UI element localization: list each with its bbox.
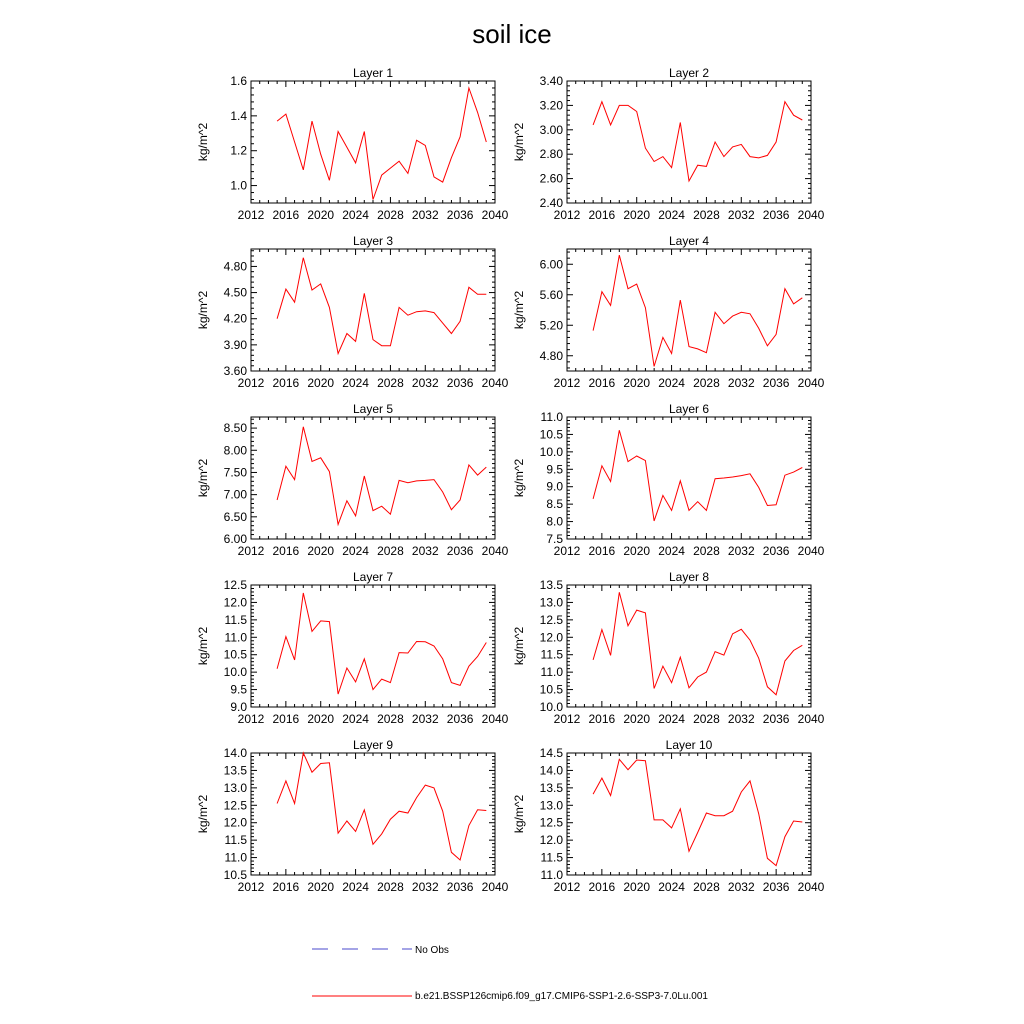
figure-title: soil ice bbox=[472, 19, 552, 49]
y-tick-label: 8.50 bbox=[223, 421, 247, 436]
x-tick-label: 2036 bbox=[762, 376, 790, 390]
x-tick-label: 2016 bbox=[588, 544, 616, 558]
x-tick-label: 2028 bbox=[693, 544, 720, 558]
x-tick-label: 2020 bbox=[623, 208, 651, 222]
panel-layer-7 bbox=[196, 570, 509, 726]
y-tick-label: 13.0 bbox=[223, 780, 247, 795]
x-tick-label: 2012 bbox=[237, 544, 265, 558]
series-line bbox=[277, 593, 486, 694]
y-axis-label: kg/m^2 bbox=[196, 122, 210, 162]
y-tick-label: 9.0 bbox=[546, 479, 563, 494]
x-tick-label: 2020 bbox=[307, 208, 335, 222]
y-tick-label: 10.5 bbox=[223, 868, 247, 882]
y-axis-label: kg/m^2 bbox=[512, 794, 526, 834]
x-tick-label: 2032 bbox=[727, 208, 755, 222]
x-tick-label: 2036 bbox=[446, 208, 474, 222]
x-tick-label: 2032 bbox=[411, 544, 439, 558]
y-tick-label: 6.00 bbox=[223, 532, 247, 546]
series-line bbox=[277, 427, 486, 525]
y-tick-label: 11.0 bbox=[540, 665, 563, 680]
y-tick-label: 4.80 bbox=[223, 259, 247, 274]
x-tick-label: 2028 bbox=[377, 880, 404, 894]
y-tick-label: 2.60 bbox=[539, 171, 563, 186]
plot-frame bbox=[251, 417, 495, 539]
y-tick-label: 2.40 bbox=[539, 196, 563, 210]
x-tick-label: 2024 bbox=[342, 208, 369, 222]
y-axis-label: kg/m^2 bbox=[512, 626, 526, 666]
x-tick-label: 2040 bbox=[797, 544, 825, 558]
x-tick-label: 2032 bbox=[727, 544, 755, 558]
y-tick-label: 13.5 bbox=[539, 578, 563, 592]
series-line bbox=[277, 753, 486, 860]
x-tick-label: 2016 bbox=[588, 880, 616, 894]
x-tick-label: 2016 bbox=[272, 208, 300, 222]
x-tick-label: 2016 bbox=[588, 376, 616, 390]
y-tick-label: 13.5 bbox=[223, 763, 247, 778]
y-tick-label: 4.20 bbox=[223, 311, 247, 326]
y-tick-label: 3.90 bbox=[223, 337, 247, 352]
plot-frame bbox=[567, 417, 811, 539]
y-tick-label: 5.20 bbox=[539, 318, 563, 333]
x-tick-label: 2040 bbox=[481, 208, 509, 222]
panel-layer-10 bbox=[512, 738, 825, 894]
y-tick-label: 6.50 bbox=[223, 509, 247, 524]
y-axis-label: kg/m^2 bbox=[196, 458, 210, 498]
panel-title: Layer 6 bbox=[668, 402, 710, 416]
x-tick-label: 2036 bbox=[762, 712, 790, 726]
x-tick-label: 2028 bbox=[693, 376, 720, 390]
x-tick-label: 2024 bbox=[658, 376, 685, 390]
x-tick-label: 2024 bbox=[342, 376, 369, 390]
x-tick-label: 2040 bbox=[797, 208, 825, 222]
series-line bbox=[593, 592, 802, 695]
x-tick-label: 2024 bbox=[658, 544, 685, 558]
x-tick-label: 2012 bbox=[553, 712, 581, 726]
y-tick-label: 12.0 bbox=[223, 595, 247, 610]
panel-title: Layer 10 bbox=[665, 738, 713, 752]
y-tick-label: 12.5 bbox=[223, 578, 247, 592]
panel-title: Layer 3 bbox=[352, 234, 394, 248]
legend-obs-label: No Obs bbox=[415, 945, 449, 956]
x-tick-label: 2036 bbox=[446, 544, 474, 558]
y-tick-label: 9.5 bbox=[230, 682, 247, 697]
x-tick-label: 2024 bbox=[658, 208, 685, 222]
plot-frame bbox=[251, 249, 495, 371]
x-tick-label: 2012 bbox=[553, 880, 581, 894]
x-tick-label: 2024 bbox=[342, 880, 369, 894]
y-axis-label: kg/m^2 bbox=[512, 458, 526, 498]
y-tick-label: 14.0 bbox=[539, 763, 563, 778]
legend bbox=[312, 945, 708, 1002]
y-tick-label: 3.20 bbox=[539, 98, 563, 113]
y-tick-label: 4.50 bbox=[223, 285, 247, 300]
x-tick-label: 2036 bbox=[446, 376, 474, 390]
x-tick-label: 2032 bbox=[727, 880, 755, 894]
x-tick-label: 2020 bbox=[623, 376, 651, 390]
panel-title: Layer 2 bbox=[668, 66, 710, 80]
panel-layer-4 bbox=[512, 234, 825, 390]
y-tick-label: 11.5 bbox=[540, 850, 563, 865]
y-tick-label: 1.6 bbox=[230, 74, 247, 88]
y-tick-label: 1.4 bbox=[230, 108, 247, 123]
y-tick-label: 8.00 bbox=[223, 443, 247, 458]
x-tick-label: 2020 bbox=[623, 880, 651, 894]
y-axis-label: kg/m^2 bbox=[512, 290, 526, 330]
y-tick-label: 10.0 bbox=[223, 665, 247, 680]
y-axis-label: kg/m^2 bbox=[196, 794, 210, 834]
y-axis-label: kg/m^2 bbox=[196, 626, 210, 666]
y-tick-label: 12.0 bbox=[539, 630, 563, 645]
y-tick-label: 14.5 bbox=[539, 746, 563, 760]
x-tick-label: 2028 bbox=[693, 712, 720, 726]
x-tick-label: 2036 bbox=[762, 880, 790, 894]
panel-layer-8 bbox=[512, 570, 825, 726]
x-tick-label: 2012 bbox=[237, 376, 265, 390]
y-tick-label: 12.5 bbox=[539, 815, 563, 830]
x-tick-label: 2028 bbox=[693, 208, 720, 222]
x-tick-label: 2012 bbox=[553, 208, 581, 222]
plot-frame bbox=[567, 81, 811, 203]
x-tick-label: 2032 bbox=[727, 712, 755, 726]
y-tick-label: 10.0 bbox=[539, 700, 563, 714]
y-tick-label: 12.5 bbox=[539, 612, 563, 627]
y-tick-label: 4.80 bbox=[539, 348, 563, 363]
panel-grid bbox=[196, 66, 825, 894]
y-tick-label: 5.60 bbox=[539, 287, 563, 302]
panel-title: Layer 5 bbox=[352, 402, 394, 416]
y-tick-label: 8.0 bbox=[546, 514, 563, 529]
x-tick-label: 2024 bbox=[658, 880, 685, 894]
panel-title: Layer 9 bbox=[352, 738, 394, 752]
x-tick-label: 2032 bbox=[411, 880, 439, 894]
x-tick-label: 2024 bbox=[658, 712, 685, 726]
y-tick-label: 14.0 bbox=[223, 746, 247, 760]
y-axis-label: kg/m^2 bbox=[196, 290, 210, 330]
x-tick-label: 2032 bbox=[727, 376, 755, 390]
y-tick-label: 12.0 bbox=[223, 815, 247, 830]
x-tick-label: 2016 bbox=[272, 880, 300, 894]
x-tick-label: 2040 bbox=[481, 376, 509, 390]
x-tick-label: 2012 bbox=[237, 208, 265, 222]
plot-frame bbox=[251, 753, 495, 875]
y-tick-label: 7.00 bbox=[223, 487, 247, 502]
x-tick-label: 2036 bbox=[762, 208, 790, 222]
x-tick-label: 2020 bbox=[623, 712, 651, 726]
y-tick-label: 2.80 bbox=[539, 147, 563, 162]
y-tick-label: 12.5 bbox=[223, 798, 247, 813]
y-tick-label: 10.0 bbox=[539, 444, 563, 459]
y-tick-label: 7.5 bbox=[546, 532, 563, 546]
y-tick-label: 7.50 bbox=[223, 465, 247, 480]
x-tick-label: 2028 bbox=[377, 376, 404, 390]
y-tick-label: 11.0 bbox=[540, 410, 563, 424]
x-tick-label: 2020 bbox=[307, 712, 335, 726]
panel-layer-5 bbox=[196, 402, 509, 558]
x-tick-label: 2032 bbox=[411, 712, 439, 726]
y-tick-label: 13.0 bbox=[539, 595, 563, 610]
plot-frame bbox=[567, 585, 811, 707]
x-tick-label: 2028 bbox=[377, 208, 404, 222]
y-tick-label: 13.5 bbox=[539, 780, 563, 795]
x-tick-label: 2024 bbox=[342, 712, 369, 726]
legend-model-label: b.e21.BSSP126cmip6.f09_g17.CMIP6-SSP1-2.6-SSP3-7.0Lu.001 bbox=[415, 991, 708, 1002]
y-tick-label: 11.5 bbox=[224, 833, 247, 848]
x-tick-label: 2036 bbox=[762, 544, 790, 558]
y-tick-label: 13.0 bbox=[539, 798, 563, 813]
y-tick-label: 11.0 bbox=[224, 630, 247, 645]
x-tick-label: 2012 bbox=[553, 376, 581, 390]
x-tick-label: 2020 bbox=[307, 544, 335, 558]
y-tick-label: 1.0 bbox=[230, 178, 247, 193]
y-tick-label: 6.00 bbox=[539, 257, 563, 272]
x-tick-label: 2040 bbox=[797, 880, 825, 894]
panel-title: Layer 1 bbox=[352, 66, 394, 80]
y-axis-label: kg/m^2 bbox=[512, 122, 526, 162]
x-tick-label: 2040 bbox=[481, 712, 509, 726]
y-tick-label: 11.0 bbox=[540, 868, 563, 882]
x-tick-label: 2016 bbox=[588, 712, 616, 726]
plot-frame bbox=[567, 249, 811, 371]
series-line bbox=[277, 258, 486, 354]
x-tick-label: 2036 bbox=[446, 712, 474, 726]
y-tick-label: 3.60 bbox=[223, 364, 247, 378]
y-tick-label: 3.00 bbox=[539, 122, 563, 137]
panel-layer-2 bbox=[512, 66, 825, 222]
x-tick-label: 2040 bbox=[481, 880, 509, 894]
x-tick-label: 2028 bbox=[693, 880, 720, 894]
x-tick-label: 2040 bbox=[481, 544, 509, 558]
x-tick-label: 2036 bbox=[446, 880, 474, 894]
y-tick-label: 3.40 bbox=[539, 74, 563, 88]
x-tick-label: 2012 bbox=[237, 880, 265, 894]
y-tick-label: 11.5 bbox=[540, 647, 563, 662]
y-tick-label: 12.0 bbox=[539, 833, 563, 848]
x-tick-label: 2040 bbox=[797, 376, 825, 390]
y-tick-label: 10.5 bbox=[223, 647, 247, 662]
x-tick-label: 2016 bbox=[272, 376, 300, 390]
x-tick-label: 2020 bbox=[307, 376, 335, 390]
series-line bbox=[593, 430, 802, 521]
y-tick-label: 9.5 bbox=[546, 462, 563, 477]
y-tick-label: 11.0 bbox=[224, 850, 247, 865]
x-tick-label: 2016 bbox=[588, 208, 616, 222]
x-tick-label: 2012 bbox=[237, 712, 265, 726]
x-tick-label: 2028 bbox=[377, 712, 404, 726]
panel-layer-1 bbox=[196, 66, 509, 222]
y-tick-label: 10.5 bbox=[539, 682, 563, 697]
x-tick-label: 2020 bbox=[307, 880, 335, 894]
series-line bbox=[593, 255, 802, 366]
x-tick-label: 2012 bbox=[553, 544, 581, 558]
x-tick-label: 2016 bbox=[272, 712, 300, 726]
y-tick-label: 8.5 bbox=[546, 497, 563, 512]
x-tick-label: 2032 bbox=[411, 376, 439, 390]
x-tick-label: 2020 bbox=[623, 544, 651, 558]
panel-layer-3 bbox=[196, 234, 509, 390]
panel-title: Layer 4 bbox=[668, 234, 710, 248]
x-tick-label: 2028 bbox=[377, 544, 404, 558]
panel-title: Layer 7 bbox=[352, 570, 394, 584]
series-line bbox=[593, 102, 802, 181]
x-tick-label: 2032 bbox=[411, 208, 439, 222]
y-tick-label: 11.5 bbox=[224, 612, 247, 627]
panel-layer-9 bbox=[196, 738, 509, 894]
y-tick-label: 1.2 bbox=[230, 143, 247, 158]
plot-frame bbox=[567, 753, 811, 875]
x-tick-label: 2024 bbox=[342, 544, 369, 558]
series-line bbox=[593, 759, 802, 865]
y-tick-label: 10.5 bbox=[539, 427, 563, 442]
series-line bbox=[277, 88, 486, 200]
y-tick-label: 9.0 bbox=[230, 700, 247, 714]
panel-layer-6 bbox=[512, 402, 825, 558]
x-tick-label: 2040 bbox=[797, 712, 825, 726]
panel-title: Layer 8 bbox=[668, 570, 710, 584]
x-tick-label: 2016 bbox=[272, 544, 300, 558]
